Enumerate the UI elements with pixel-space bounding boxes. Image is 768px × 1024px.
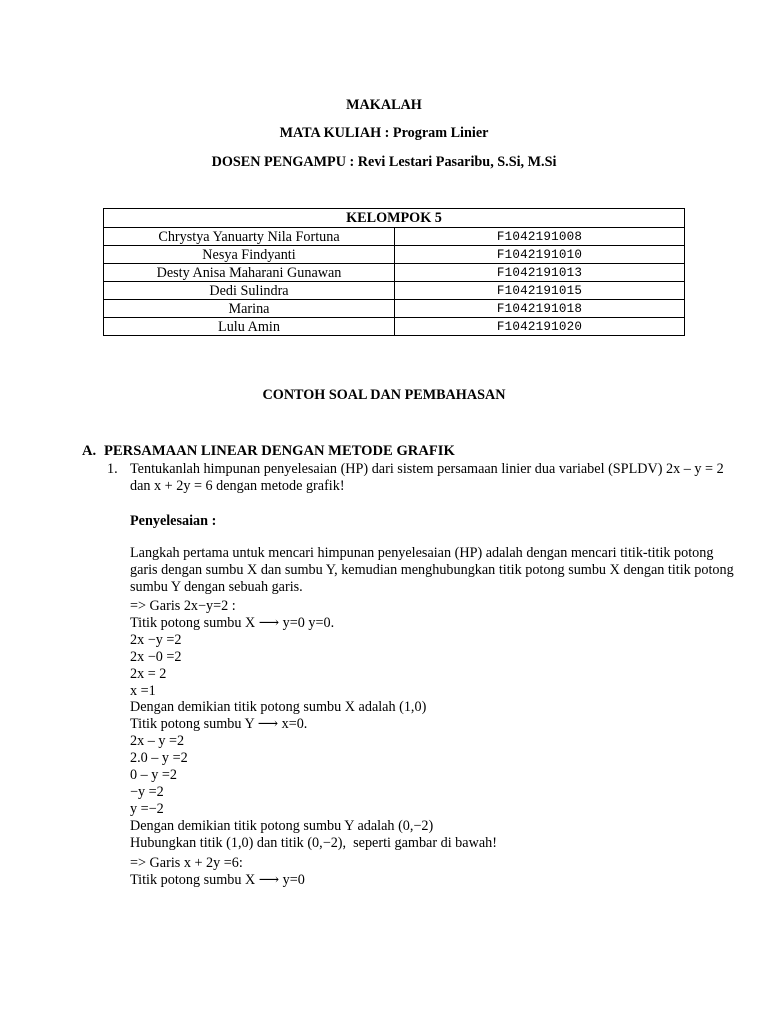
member-id	[395, 282, 685, 300]
member-id	[395, 264, 685, 282]
table-row	[104, 282, 685, 300]
step-line: 2x = 2	[130, 665, 167, 682]
member-name: Desty Anisa Maharani Gunawan	[104, 264, 395, 282]
member-name: Lulu Amin	[104, 318, 395, 336]
member-id	[395, 318, 685, 336]
step-line: => Garis 2x−y=2 :	[130, 598, 236, 614]
member-id	[395, 300, 685, 318]
steps-line-1	[130, 598, 740, 852]
step-line: 2x – y =2	[130, 733, 185, 750]
section-a-title: PERSAMAAN LINEAR DENGAN METODE GRAFIK	[104, 443, 455, 459]
table-row	[104, 228, 685, 246]
step-line: x =1	[130, 682, 156, 699]
member-id-text: F1042191010	[496, 248, 583, 262]
member-id-text: F1042191015	[496, 284, 583, 298]
step-line: Titik potong sumbu X ⟶ y=0	[130, 871, 305, 888]
member-id	[395, 228, 685, 246]
document-title: MAKALAH	[346, 97, 422, 113]
step-line: −y =2	[130, 783, 164, 800]
table-row	[104, 318, 685, 336]
member-name: Marina	[104, 300, 395, 318]
step-line: Titik potong sumbu X ⟶ y=0 y=0.	[130, 614, 335, 631]
section-title: CONTOH SOAL DAN PEMBAHASAN	[262, 387, 506, 403]
table-row	[104, 246, 685, 264]
table-row	[104, 264, 685, 282]
member-name: Dedi Sulindra	[104, 282, 395, 300]
step-line: 2.0 – y =2	[130, 750, 188, 767]
course-title: MATA KULIAH : Program Linier	[279, 125, 489, 141]
member-name: Chrystya Yanuarty Nila Fortuna	[104, 228, 395, 246]
step-line: Titik potong sumbu Y ⟶ x=0.	[130, 716, 308, 733]
member-id-text: F1042191008	[496, 230, 583, 244]
step-line: Dengan demikian titik potong sumbu X adalah (1,0)	[130, 699, 427, 716]
problem-number: 1.	[107, 461, 118, 477]
group-heading: KELOMPOK 5	[104, 209, 685, 228]
step-line: Hubungkan titik (1,0) dan titik (0,−2), seperti gambar di bawah!	[130, 834, 497, 851]
member-id-text: F1042191018	[496, 302, 583, 316]
solution-label: Penyelesaian :	[130, 513, 217, 529]
group-table	[103, 208, 685, 336]
member-id-text: F1042191013	[496, 266, 583, 280]
lecturer-line: DOSEN PENGAMPU : Revi Lestari Pasaribu, S.Si, M.Si	[211, 154, 557, 170]
step-line: y =−2	[130, 800, 164, 817]
step-line: 0 – y =2	[130, 767, 178, 784]
step-line: 2x −0 =2	[130, 648, 182, 665]
table-row	[104, 300, 685, 318]
step-line: => Garis x + 2y =6:	[130, 855, 243, 871]
member-id	[395, 246, 685, 264]
solution-intro: Langkah pertama untuk mencari himpunan penyelesaian (HP) adalah dengan mencari titik-titik potong garis dengan sumbu X dan sumbu Y, kemudian menghubungkan titik potong sumbu X dengan titik potong sumbu Y dengan sebuah garis.	[130, 545, 734, 595]
steps-line-2	[130, 855, 740, 889]
member-name: Nesya Findyanti	[104, 246, 395, 264]
section-a-heading	[82, 442, 455, 460]
member-id-text: F1042191020	[496, 320, 583, 334]
step-line: Dengan demikian titik potong sumbu Y adalah (0,−2)	[130, 817, 434, 834]
section-a-letter: A.	[82, 443, 97, 459]
group-table-header-row	[104, 209, 685, 228]
problem-text: Tentukanlah himpunan penyelesaian (HP) dari sistem persamaan linier dua variabel (SPLDV) 2x – y = 2 dan x + 2y = 6 dengan metode grafik!	[130, 461, 724, 494]
step-line: 2x −y =2	[130, 631, 182, 648]
